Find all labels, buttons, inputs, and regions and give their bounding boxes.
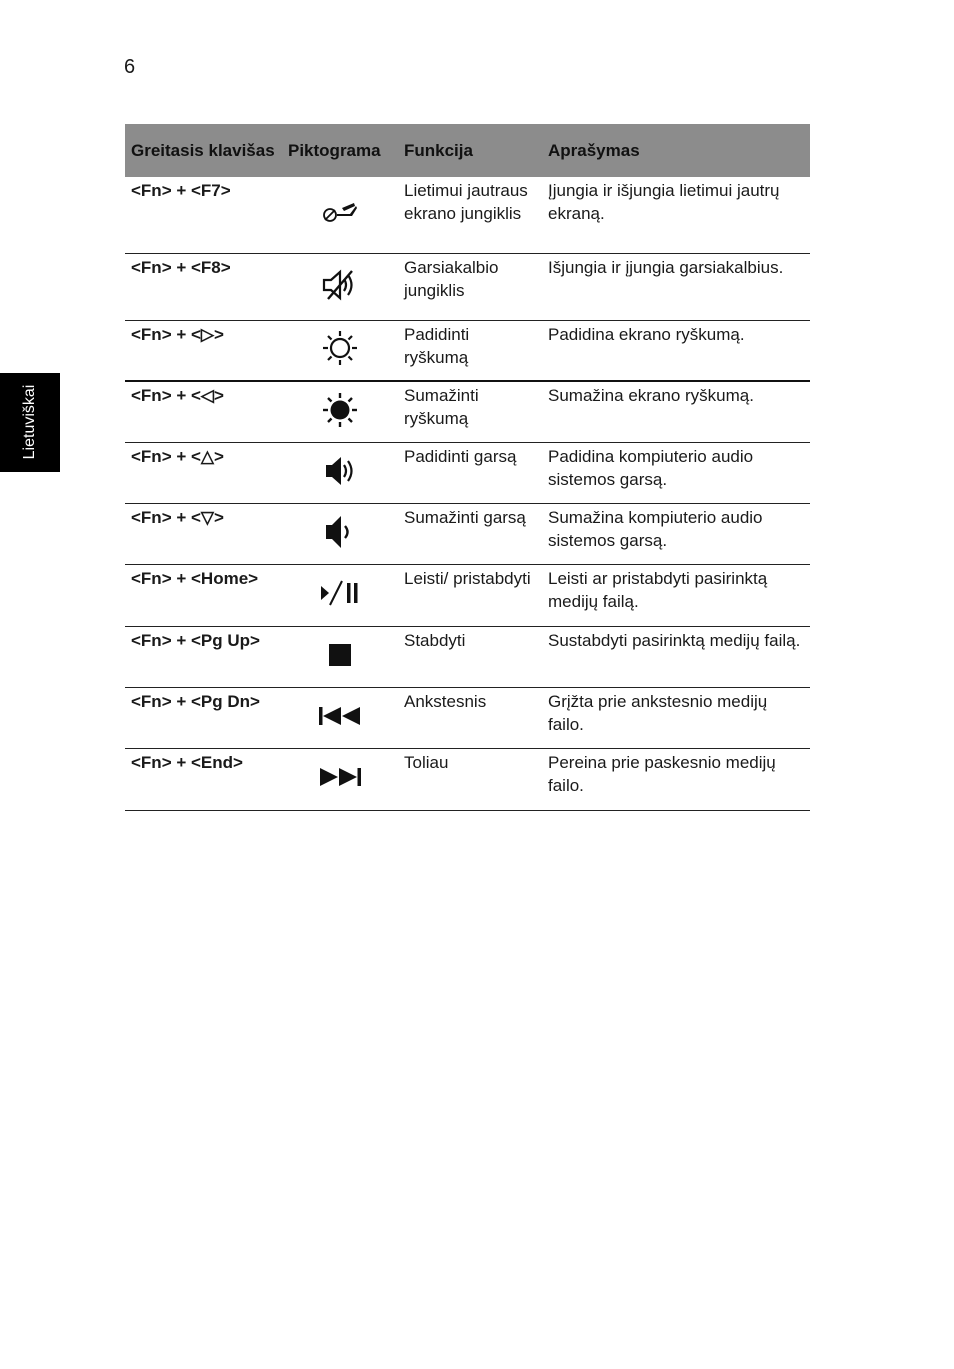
hotkey-cell: <Fn> + <◁> [125,381,282,442]
hotkey-cell: <Fn> + <Home> [125,564,282,626]
hotkey-table [125,124,810,811]
hotkey-cell: <Fn> + <▷> [125,320,282,381]
header-icon: Piktograma [282,124,398,177]
table-row [125,442,810,503]
page-number: 6 [124,56,136,78]
hotkey-cell: <Fn> + <△> [125,442,282,503]
stop-icon [320,640,360,670]
description-cell: Sumažina ekrano ryškumą. [542,381,810,442]
language-side-tab [0,373,60,472]
hotkey-cell: <Fn> + <▽> [125,503,282,564]
volume-up-icon [320,454,360,488]
table-header [125,124,810,177]
table-row [125,748,810,810]
table-row [125,253,810,320]
next-icon [317,765,363,789]
function-cell: Ankstesnis [398,687,542,748]
header-hotkey: Greitasis klavišas [125,124,282,177]
function-cell: Padidinti garsą [398,442,542,503]
volume-down-icon [320,513,360,551]
hotkey-cell: <Fn> + <F8> [125,253,282,320]
function-cell: Toliau [398,748,542,810]
description-cell: Sustabdyti pasirinktą medijų failą. [542,626,810,687]
hotkey-cell: <Fn> + <Pg Dn> [125,687,282,748]
play-pause-icon [318,579,362,607]
language-label: Lietuviškai [21,384,38,460]
header-description: Aprašymas [542,124,810,177]
table-row [125,381,810,442]
description-cell: Padidina ekrano ryškumą. [542,320,810,381]
description-cell: Padidina kompiuterio audio sistemos garsą. [542,442,810,503]
function-cell: Sumažinti ryškumą [398,381,542,442]
function-cell: Lietimui jautraus ekrano jungiklis [398,177,542,253]
table-row [125,503,810,564]
function-cell: Stabdyti [398,626,542,687]
function-cell: Sumažinti garsą [398,503,542,564]
speaker-mute-icon [320,268,360,302]
touchpad-toggle-icon [320,198,360,228]
previous-icon [317,704,363,728]
hotkey-cell: <Fn> + <Pg Up> [125,626,282,687]
table-row [125,177,810,253]
function-cell: Garsiakalbio jungiklis [398,253,542,320]
description-cell: Įjungia ir išjungia lietimui jautrų ekraną. [542,177,810,253]
header-function: Funkcija [398,124,542,177]
table-row [125,687,810,748]
table-row [125,626,810,687]
description-cell: Sumažina kompiuterio audio sistemos garsą. [542,503,810,564]
brightness-up-icon [320,329,360,367]
description-cell: Leisti ar pristabdyti pasirinktą medijų failą. [542,564,810,626]
table-row [125,564,810,626]
table-row [125,320,810,381]
hotkey-cell: <Fn> + <F7> [125,177,282,253]
function-cell: Leisti/ pristabdyti [398,564,542,626]
hotkey-cell: <Fn> + <End> [125,748,282,810]
description-cell: Išjungia ir įjungia garsiakalbius. [542,253,810,320]
function-cell: Padidinti ryškumą [398,320,542,381]
description-cell: Pereina prie paskesnio medijų failo. [542,748,810,810]
brightness-down-icon [320,391,360,429]
description-cell: Grįžta prie ankstesnio medijų failo. [542,687,810,748]
